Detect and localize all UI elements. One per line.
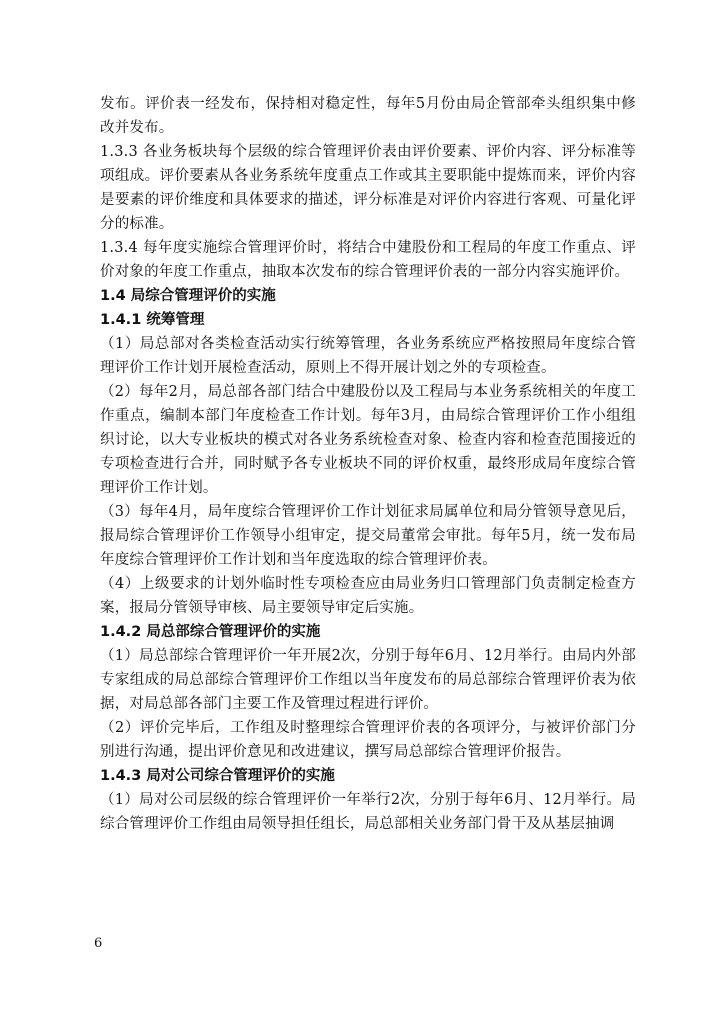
paragraph-1-4-2-item-2: （2）评价完毕后，工作组及时整理综合管理评价表的各项评分，与被评价部门分别进行沟通，提出评价意见和改进建议，撰写局总部综合管理评价报告。 [100, 720, 636, 760]
paragraph-1-4-1-item-2: （2）每年2月，局总部各部门结合中建股份以及工程局与本业务系统相关的年度工作重点，编制本部门年度检查工作计划。每年3月，由局综合管理评价工作小组组织讨论，以大专业板块的模式对各业务系统检查对象、检查内容和检查范围接近的专项检查进行合并，同时赋予各专业板块不同的评价权重，最终形成局年度综合管理评价工作计划。 [100, 384, 636, 496]
section-heading-1-4-2: 1.4.2 局总部综合管理评价的实施 [100, 624, 321, 640]
document-body [100, 92, 636, 836]
paragraph-1-4-1-item-3: （3）每年4月，局年度综合管理评价工作计划征求局属单位和局分管领导意见后，报局综合管理评价工作领导小组审定，提交局董常会审批。每年5月，统一发布局年度综合管理评价工作计划和当年度选取的综合管理评价表。 [100, 504, 636, 568]
paragraph-1-4-3-item-1: （1）局对公司层级的综合管理评价一年举行2次，分别于每年6月、12月举行。局综合管理评价工作组由局领导担任组长，局总部相关业务部门骨干及从基层抽调 [100, 792, 636, 832]
paragraph-revision-note: 发布。评价表一经发布，保持相对稳定性，每年5月份由局企管部牵头组织集中修改并发布。 [100, 96, 636, 136]
paragraph-1-4-1-item-4: （4）上级要求的计划外临时性专项检查应由局业务归口管理部门负责制定检查方案，报局分管领导审核、局主要领导审定后实施。 [100, 576, 636, 616]
section-heading-1-4-1: 1.4.1 统筹管理 [100, 312, 205, 328]
paragraph-1-4-1-item-1: （1）局总部对各类检查活动实行统筹管理，各业务系统应严格按照局年度综合管理评价工作计划开展检查活动，原则上不得开展计划之外的专项检查。 [100, 336, 636, 376]
section-heading-1-4: 1.4 局综合管理评价的实施 [100, 288, 276, 304]
paragraph-1-3-4: 1.3.4 每年度实施综合管理评价时，将结合中建股份和工程局的年度工作重点、评价对象的年度工作重点，抽取本次发布的综合管理评价表的一部分内容实施评价。 [100, 240, 636, 280]
paragraph-1-3-3: 1.3.3 各业务板块每个层级的综合管理评价表由评价要素、评价内容、评分标准等项组成。评价要素从各业务系统年度重点工作或其主要职能中提炼而来，评价内容是要素的评价维度和具体要求的描述，评分标准是对评价内容进行客观、可量化评分的标准。 [100, 144, 636, 232]
page-number: 6 [94, 936, 103, 951]
section-heading-1-4-3: 1.4.3 局对公司综合管理评价的实施 [100, 768, 335, 784]
paragraph-1-4-2-item-1: （1）局总部综合管理评价一年开展2次，分别于每年6月、12月举行。由局内外部专家组成的局总部综合管理评价工作组以当年度发布的局总部综合管理评价表为依据，对局总部各部门主要工作及管理过程进行评价。 [100, 648, 636, 712]
